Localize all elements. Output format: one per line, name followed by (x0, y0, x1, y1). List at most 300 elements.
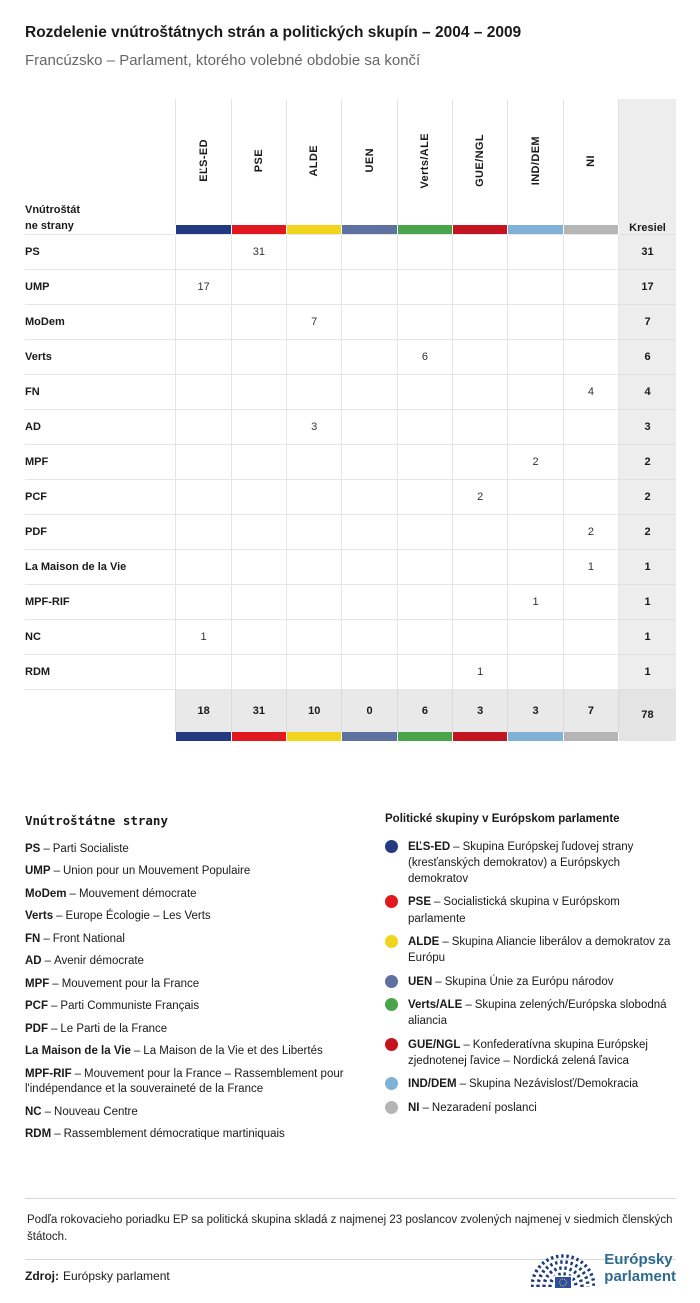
column-header (563, 99, 618, 225)
seat-cell: 4 (563, 375, 618, 410)
group-full-name: Skupina zelených/Európska slobodná aliancia (408, 999, 667, 1028)
seat-cell (342, 445, 397, 480)
table-header (25, 99, 676, 235)
group-code: UEN (408, 975, 433, 988)
seat-cell (453, 340, 508, 375)
party-name: FN (25, 375, 176, 410)
seat-cell (453, 445, 508, 480)
party-code: Verts (25, 910, 54, 923)
seat-cell (397, 410, 452, 445)
group-color-dot (385, 895, 398, 908)
seat-cell: 1 (508, 585, 563, 620)
group-color-bar (231, 225, 286, 235)
group-color-bar (287, 225, 342, 235)
ep-logo-text-line1: Európsky (604, 1250, 673, 1268)
seat-cell (176, 375, 231, 410)
seat-cell: 1 (453, 655, 508, 690)
source-label: Zdroj: (25, 1269, 59, 1283)
party-code: PS (25, 842, 41, 855)
seat-cell (508, 340, 563, 375)
party-name: Verts (25, 340, 176, 375)
party-seats-total: 17 (619, 270, 676, 305)
seat-cell (397, 235, 452, 270)
party-legend-item (25, 1127, 369, 1143)
party-full-name: Europe Écologie – Les Verts (65, 910, 211, 923)
group-code-label: IND/DEM (529, 135, 542, 186)
group-color-bars-bottom (25, 732, 676, 741)
seat-cell (508, 620, 563, 655)
party-code: MoDem (25, 887, 67, 900)
seat-cell (453, 235, 508, 270)
ep-logo-text (604, 1251, 676, 1286)
group-legend-item (385, 974, 676, 990)
party-full-name: Rassemblement démocratique martiniquais (63, 1128, 285, 1141)
group-code: Verts/ALE (408, 999, 463, 1012)
group-legend-item (385, 1076, 676, 1092)
seat-cell (563, 410, 618, 445)
table-row (25, 515, 676, 550)
group-legend-item (385, 1037, 676, 1070)
party-code: AD (25, 955, 42, 968)
table-row (25, 235, 676, 270)
table-row (25, 655, 676, 690)
seat-cell (397, 585, 452, 620)
seat-cell: 2 (453, 480, 508, 515)
party-name: PDF (25, 515, 176, 550)
seat-cell (287, 550, 342, 585)
party-full-name: Mouvement pour la France – Rassemblement pour l'indépendance et la souveraineté de la France (25, 1067, 344, 1096)
group-color-bar (563, 225, 618, 235)
row-dimension-label: Vnútroštátne strany (25, 204, 80, 232)
separator-dash: – (44, 1105, 52, 1118)
groups-legend-list (385, 839, 676, 1117)
group-legend-item (385, 934, 676, 967)
source-row (25, 1245, 676, 1291)
seat-cell (231, 515, 286, 550)
group-color-bar (508, 732, 563, 741)
separator-dash: – (133, 1045, 141, 1058)
seat-cell (397, 445, 452, 480)
bar-spacer (25, 732, 176, 741)
group-full-name: Socialistická skupina v Európskom parlamente (408, 896, 620, 925)
seat-cell (563, 620, 618, 655)
seat-cell (287, 375, 342, 410)
group-legend-text (408, 1100, 537, 1116)
party-name: La Maison de la Vie (25, 550, 176, 585)
group-code-label: NI (584, 154, 597, 167)
source-value: Európsky parlament (63, 1269, 170, 1283)
group-color-bar (397, 225, 452, 235)
seats-column-header: Kresiel (619, 99, 676, 235)
party-name: PCF (25, 480, 176, 515)
party-seats-total: 3 (619, 410, 676, 445)
seat-cell: 7 (287, 305, 342, 340)
seat-cell (397, 655, 452, 690)
legends-section (25, 813, 676, 1150)
column-header (231, 99, 286, 225)
seat-cell (453, 550, 508, 585)
seat-cell: 31 (231, 235, 286, 270)
party-seats-total: 2 (619, 480, 676, 515)
seat-cell (176, 480, 231, 515)
party-seats-total: 31 (619, 235, 676, 270)
group-legend-item (385, 894, 676, 927)
seat-cell (563, 480, 618, 515)
separator-dash: – (465, 999, 472, 1012)
group-legend-item (385, 1100, 676, 1116)
separator-dash: – (69, 887, 76, 900)
party-full-name: Union pour un Mouvement Populaire (62, 865, 251, 878)
seat-cell (453, 305, 508, 340)
group-full-name: Skupina Európskej ľudovej strany (kresťanských demokratov) a Európskych demokratov (408, 840, 634, 886)
ep-logo (531, 1245, 676, 1291)
party-seats-total: 7 (619, 305, 676, 340)
group-total: 7 (563, 690, 618, 732)
group-code: ALDE (408, 936, 440, 949)
separator-dash: – (51, 1000, 58, 1013)
seat-cell (508, 375, 563, 410)
group-code: IND/DEM (408, 1078, 457, 1091)
table-body (25, 235, 676, 690)
party-legend-item (25, 1105, 369, 1121)
seat-cell (287, 585, 342, 620)
seat-cell (231, 655, 286, 690)
seat-cell (508, 410, 563, 445)
seat-cell (287, 235, 342, 270)
column-header (453, 99, 508, 225)
seat-cell (287, 480, 342, 515)
seat-cell: 17 (176, 270, 231, 305)
party-code: FN (25, 932, 41, 945)
page-title: Rozdelenie vnútroštátnych strán a politických skupín – 2004 – 2009 (25, 24, 522, 41)
party-legend-item (25, 932, 369, 948)
seat-cell (176, 550, 231, 585)
table-row (25, 270, 676, 305)
table-row (25, 585, 676, 620)
totals-row (25, 690, 676, 732)
separator-dash: – (52, 977, 59, 990)
grand-total-seats: 78 (619, 690, 676, 741)
group-color-bar (176, 732, 231, 741)
party-name: AD (25, 410, 176, 445)
corner-cell (25, 99, 176, 235)
group-code-label: EĽS-ED (197, 139, 210, 182)
group-color-bar (563, 732, 618, 741)
group-total: 0 (342, 690, 397, 732)
group-legend-item (385, 997, 676, 1030)
party-code: PDF (25, 1022, 48, 1035)
seat-cell (397, 620, 452, 655)
column-header (287, 99, 342, 225)
party-name: RDM (25, 655, 176, 690)
party-seats-total: 1 (619, 655, 676, 690)
party-legend-item (25, 977, 369, 993)
party-seats-total: 4 (619, 375, 676, 410)
group-full-name: Skupina Aliancie liberálov a demokratov za Európu (408, 936, 671, 965)
separator-dash: – (422, 1101, 429, 1114)
party-full-name: Parti Socialiste (52, 842, 129, 855)
seat-cell (176, 235, 231, 270)
group-full-name: Skupina Nezávislosť/Demokracia (468, 1078, 639, 1091)
groups-legend-title: Politické skupiny v Európskom parlamente (385, 812, 620, 825)
seat-cell (176, 515, 231, 550)
seat-cell (508, 515, 563, 550)
group-code: GUE/NGL (408, 1038, 461, 1051)
seat-cell (563, 340, 618, 375)
seat-cell (342, 655, 397, 690)
column-header (508, 99, 563, 225)
table-row (25, 305, 676, 340)
separator-dash: – (53, 865, 60, 878)
group-color-dot (385, 840, 398, 853)
separator-dash: – (74, 1067, 82, 1080)
table-footer (25, 690, 676, 741)
group-code-label: GUE/NGL (474, 134, 487, 187)
party-code: RDM (25, 1128, 52, 1141)
seat-cell (508, 270, 563, 305)
seat-cell: 1 (563, 550, 618, 585)
group-total: 3 (508, 690, 563, 732)
group-legend-text (408, 1037, 676, 1070)
seat-cell (453, 270, 508, 305)
group-color-bar (342, 225, 397, 235)
party-legend-item (25, 842, 369, 858)
seat-cell (231, 410, 286, 445)
page-subtitle: Francúzsko – Parlament, ktorého volebné obdobie sa končí (25, 52, 421, 69)
party-full-name: Avenir démocrate (54, 955, 144, 968)
group-total: 10 (287, 690, 342, 732)
seat-cell: 3 (287, 410, 342, 445)
group-total: 31 (231, 690, 286, 732)
seat-cell (176, 305, 231, 340)
group-color-bar (342, 732, 397, 741)
seat-cell (231, 305, 286, 340)
ep-logo-text-line2: parlament (604, 1268, 676, 1285)
seat-cell (397, 270, 452, 305)
group-full-name: Skupina Únie za Európu národov (444, 975, 614, 988)
national-parties-legend (25, 813, 385, 1150)
party-code: MPF-RIF (25, 1067, 72, 1080)
seat-cell (287, 620, 342, 655)
column-header (397, 99, 452, 225)
party-legend-item (25, 1022, 369, 1038)
seat-cell (563, 270, 618, 305)
seat-cell (397, 480, 452, 515)
party-full-name: Front National (52, 932, 125, 945)
totals-row-spacer (25, 690, 176, 732)
seat-cell (397, 515, 452, 550)
seat-cell (342, 550, 397, 585)
separator-dash: – (56, 910, 63, 923)
party-name: MPF-RIF (25, 585, 176, 620)
table-row (25, 375, 676, 410)
party-legend-item (25, 864, 369, 880)
table-row (25, 410, 676, 445)
group-color-bar (397, 732, 452, 741)
party-name: MPF (25, 445, 176, 480)
seat-cell: 1 (176, 620, 231, 655)
seat-cell (176, 340, 231, 375)
seat-cell (231, 480, 286, 515)
parties-legend-list (25, 842, 369, 1143)
seat-cell (453, 410, 508, 445)
seat-cell (287, 340, 342, 375)
group-legend-text (408, 1076, 638, 1092)
seat-cell (397, 305, 452, 340)
separator-dash: – (453, 840, 460, 853)
party-name: MoDem (25, 305, 176, 340)
group-code: PSE (408, 896, 432, 909)
separator-dash: – (43, 932, 50, 945)
table-row (25, 340, 676, 375)
seat-cell (342, 515, 397, 550)
seat-cell: 2 (563, 515, 618, 550)
party-code: PCF (25, 1000, 48, 1013)
seat-cell (231, 445, 286, 480)
seat-cell (397, 550, 452, 585)
seat-cell: 2 (508, 445, 563, 480)
table-row (25, 620, 676, 655)
seat-cell (231, 270, 286, 305)
seat-cell (508, 550, 563, 585)
column-header (176, 99, 231, 225)
group-color-bar (176, 225, 231, 235)
seat-cell (287, 515, 342, 550)
party-full-name: La Maison de la Vie et des Libertés (143, 1045, 323, 1058)
seat-cell (176, 655, 231, 690)
seat-cell (563, 585, 618, 620)
group-legend-text (408, 934, 676, 967)
separator-dash: – (434, 896, 441, 909)
party-code: MPF (25, 977, 50, 990)
group-code: EĽS-ED (408, 840, 451, 853)
seat-cell (342, 410, 397, 445)
group-legend-text (408, 894, 676, 927)
party-name: NC (25, 620, 176, 655)
seat-cell (342, 340, 397, 375)
seat-cell (508, 480, 563, 515)
party-full-name: Mouvement pour la France (61, 977, 200, 990)
political-groups-legend (385, 813, 676, 1150)
separator-dash: – (435, 975, 442, 988)
seat-cell (231, 620, 286, 655)
seat-cell (176, 585, 231, 620)
seat-cell (453, 515, 508, 550)
party-legend-item (25, 1067, 369, 1098)
column-header (342, 99, 397, 225)
group-total: 18 (176, 690, 231, 732)
seat-cell: 6 (397, 340, 452, 375)
seat-cell (342, 235, 397, 270)
party-seats-total: 2 (619, 445, 676, 480)
seat-cell (342, 305, 397, 340)
seat-cell (342, 620, 397, 655)
seat-cell (176, 445, 231, 480)
seats-table (25, 99, 676, 741)
party-legend-item (25, 954, 369, 970)
party-code: La Maison de la Vie (25, 1045, 131, 1058)
group-code-label: PSE (252, 148, 265, 173)
party-seats-total: 6 (619, 340, 676, 375)
group-color-bar (287, 732, 342, 741)
group-code: NI (408, 1101, 420, 1114)
seat-cell (231, 550, 286, 585)
group-color-bar (508, 225, 563, 235)
seat-cell (231, 340, 286, 375)
seat-cell (342, 585, 397, 620)
separator-dash: – (442, 936, 449, 949)
party-full-name: Parti Communiste Français (60, 1000, 200, 1013)
group-full-name: Konfederatívna skupina Európskej zjednotenej ľavice – Nordická zelená ľavica (408, 1038, 648, 1068)
group-color-dot (385, 935, 398, 948)
footnote: Podľa rokovacieho poriadku EP sa politická skupina skladá z najmenej 23 poslancov zvolených najmenej v siedmich členských štátoch. (25, 1198, 676, 1261)
group-code-label: UEN (363, 148, 376, 173)
separator-dash: – (459, 1078, 466, 1091)
group-full-name: Nezaradení poslanci (431, 1101, 537, 1114)
group-color-dot (385, 1038, 398, 1051)
party-name: PS (25, 235, 176, 270)
ep-hemicycle-icon (531, 1245, 595, 1291)
group-legend-item (385, 839, 676, 888)
table-row (25, 480, 676, 515)
party-seats-total: 1 (619, 550, 676, 585)
seat-cell (453, 620, 508, 655)
table-row (25, 445, 676, 480)
party-code: NC (25, 1105, 42, 1118)
party-legend-item (25, 887, 369, 903)
separator-dash: – (44, 955, 52, 968)
seat-cell (563, 305, 618, 340)
seat-cell (563, 445, 618, 480)
party-full-name: Mouvement démocrate (78, 887, 197, 900)
seat-cell (176, 410, 231, 445)
seat-cell (508, 235, 563, 270)
group-color-dot (385, 1101, 398, 1114)
separator-dash: – (51, 1022, 58, 1035)
seat-cell (508, 655, 563, 690)
separator-dash: – (43, 842, 50, 855)
seat-cell (287, 445, 342, 480)
group-color-bar (453, 225, 508, 235)
separator-dash: – (54, 1128, 61, 1141)
group-legend-text (408, 974, 613, 990)
seat-cell (453, 585, 508, 620)
group-color-dot (385, 998, 398, 1011)
party-seats-total: 1 (619, 585, 676, 620)
party-full-name: Nouveau Centre (54, 1105, 138, 1118)
seat-cell (231, 375, 286, 410)
group-legend-text (408, 839, 676, 888)
party-legend-item (25, 999, 369, 1015)
seat-cell (397, 375, 452, 410)
seat-cell (287, 270, 342, 305)
seat-cell (453, 375, 508, 410)
group-color-bar (231, 732, 286, 741)
party-seats-total: 1 (619, 620, 676, 655)
group-color-dot (385, 975, 398, 988)
seat-cell (231, 585, 286, 620)
seat-cell (342, 270, 397, 305)
parties-legend-title: Vnútroštátne strany (25, 812, 168, 828)
seat-cell (342, 480, 397, 515)
source-text (25, 1269, 170, 1291)
party-code: UMP (25, 865, 51, 878)
party-legend-item (25, 909, 369, 925)
table-row (25, 550, 676, 585)
group-code-label: Verts/ALE (418, 132, 431, 189)
seat-cell (563, 655, 618, 690)
group-color-dot (385, 1077, 398, 1090)
